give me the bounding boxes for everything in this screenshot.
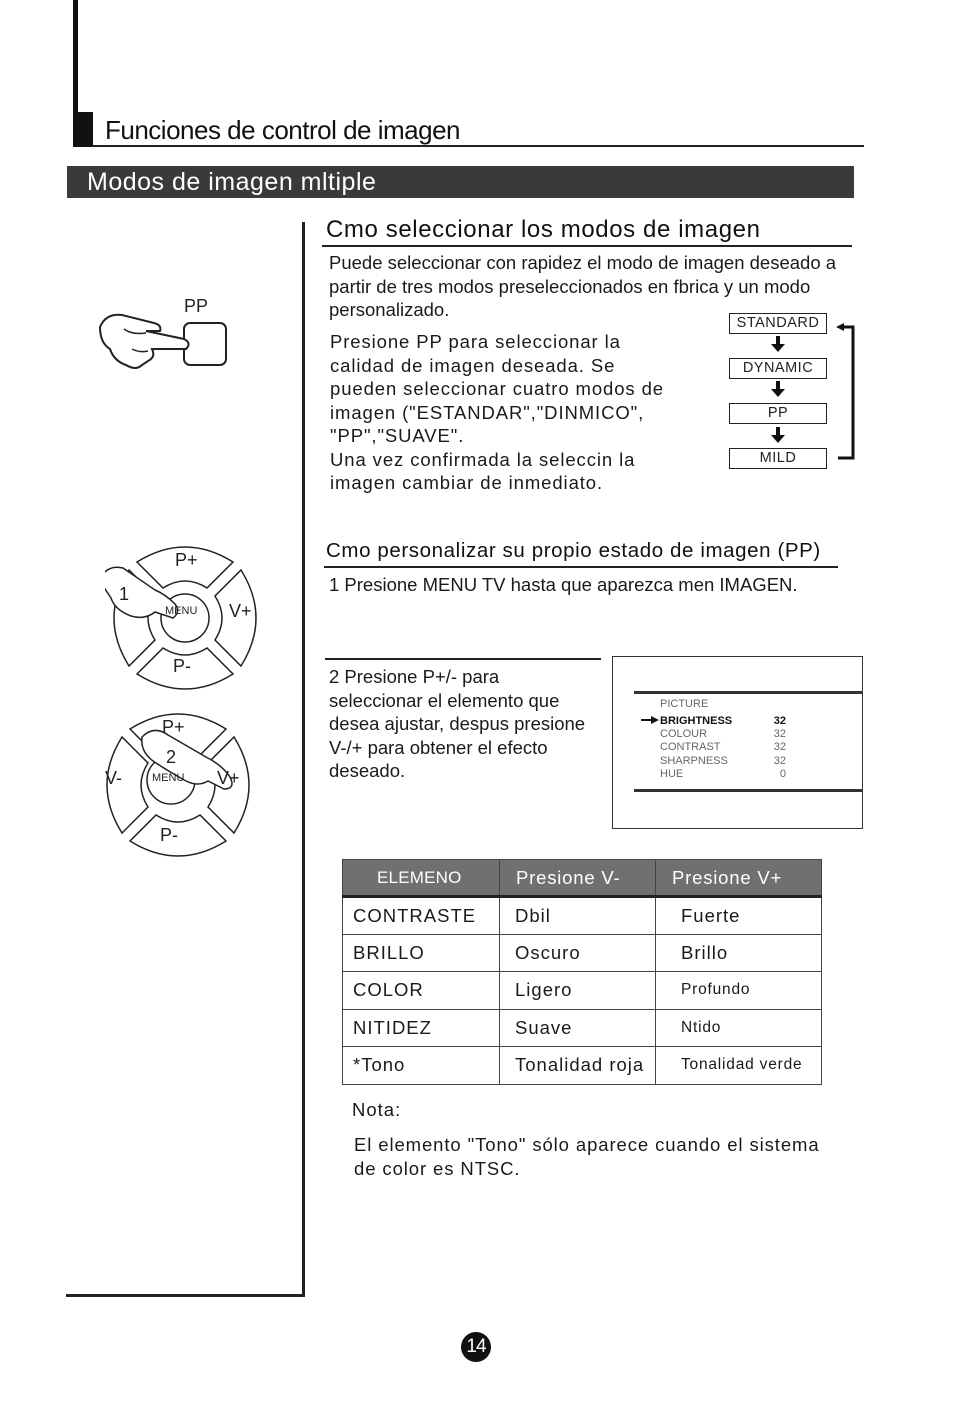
table-cell: CONTRASTE: [343, 897, 500, 935]
bottom-rule: [66, 1294, 305, 1297]
menu-item-hue: [660, 768, 790, 781]
menu-item-label: HUE: [660, 768, 684, 780]
menu-item-colour: [660, 728, 790, 741]
table-cell: Suave: [500, 1009, 656, 1047]
table-row: [343, 897, 822, 935]
menu-item-value: 32: [773, 728, 786, 740]
customize-rule: [324, 566, 838, 568]
menu-item-contrast: [660, 741, 790, 754]
table-header: Presione V-: [500, 860, 656, 897]
step2-number: 2: [166, 747, 177, 767]
adjustment-table: [342, 859, 822, 1085]
table-cell: Oscuro: [500, 934, 656, 972]
page-number: 14: [461, 1332, 491, 1362]
arrow-down-icon: [768, 334, 788, 354]
p-minus-label: P-: [173, 656, 191, 676]
mode-box-pp: PP: [729, 403, 827, 424]
menu-label: MENU: [152, 772, 185, 784]
menu-bottom-rule: [634, 789, 862, 792]
table-cell: Ligero: [500, 972, 656, 1010]
pp-hand-press-icon: [96, 307, 236, 377]
menu-item-label: CONTRAST: [660, 741, 721, 753]
remote-pad-step1: [105, 538, 265, 698]
step2-rule: [325, 658, 601, 660]
table-cell: NITIDEZ: [343, 1009, 500, 1047]
menu-top-rule: [634, 691, 862, 694]
menu-item-label: COLOUR: [660, 728, 708, 740]
mode-box-mild: MILD: [729, 448, 827, 469]
table-header: ELEMENO: [343, 860, 500, 897]
menu-item-value: 32: [773, 715, 786, 727]
p-plus-label: P+: [162, 717, 185, 737]
page-title: Funciones de control de imagen: [105, 115, 461, 145]
table-cell: Tonalidad verde: [656, 1047, 822, 1085]
note-text: El elemento "Tono" sólo aparece cuando el sistema de color es NTSC.: [354, 1134, 820, 1179]
table-row: [343, 972, 822, 1010]
arrow-down-icon: [768, 425, 788, 445]
table-cell: Tonalidad roja: [500, 1047, 656, 1085]
table-cell: COLOR: [343, 972, 500, 1010]
v-minus-label: V-: [105, 768, 123, 788]
v-plus-label: V+: [229, 601, 252, 621]
table-row: [343, 934, 822, 972]
remote-pad-step2: [98, 705, 258, 865]
menu-item-brightness: [660, 715, 790, 728]
loop-back-arrow-icon: [836, 323, 856, 462]
menu-item-label: SHARPNESS: [660, 755, 728, 767]
v-plus-label: V+: [217, 768, 240, 788]
mode-box-dynamic: DYNAMIC: [729, 358, 827, 379]
table-cell: Dbil: [500, 897, 656, 935]
table-cell: *Tono: [343, 1047, 500, 1085]
table-cell: Profundo: [656, 972, 822, 1010]
note-label: Nota:: [352, 1099, 402, 1120]
table-header: Presione V+: [656, 860, 822, 897]
customize-step1: 1 Presione MENU TV hasta que aparezca men IMAGEN.: [329, 574, 798, 595]
picture-menu-title: PICTURE: [660, 698, 709, 710]
table-row: [343, 1047, 822, 1085]
table-cell: BRILLO: [343, 934, 500, 972]
p-plus-label: P+: [175, 550, 198, 570]
table-cell: Ntido: [656, 1009, 822, 1047]
menu-item-value: 32: [773, 741, 786, 753]
table-cell: Fuerte: [656, 897, 822, 935]
menu-item-value: 0: [779, 768, 786, 780]
menu-item-sharpness: [660, 755, 790, 768]
customize-step2: 2 Presione P+/- para seleccionar el elemento que desea ajustar, despus presione V-/+ para obtener el efecto deseado.: [329, 666, 586, 781]
pp-button-label: PP: [184, 296, 209, 316]
column-divider: [302, 222, 305, 1297]
header-marker-block: [73, 112, 93, 147]
step1-number: 1: [119, 584, 130, 604]
select-modes-rule: [322, 245, 852, 247]
table-row: [343, 1009, 822, 1047]
customize-heading: Cmo personalizar su propio estado de imagen (PP): [326, 539, 821, 562]
table-cell: Brillo: [656, 934, 822, 972]
select-modes-heading: Cmo seleccionar los modos de imagen: [326, 216, 761, 243]
menu-label: MENU: [165, 605, 198, 617]
mode-box-standard: STANDARD: [729, 313, 827, 334]
select-modes-intro: Puede seleccionar con rapidez el modo de imagen deseado a partir de tres modos preseleccionados en fbrica y un modo personalizado.: [329, 252, 837, 320]
select-modes-instructions: Presione PP para seleccionar la calidad de imagen deseada. Se pueden seleccionar cuatro modos de imagen ("ESTANDAR","DINMICO", "PP","SUAVE". Una vez confirmada la seleccin la imagen cambiar de inmediato.: [330, 331, 664, 493]
menu-item-value: 32: [773, 755, 786, 767]
arrow-down-icon: [768, 379, 788, 399]
selection-arrow-icon: [641, 716, 659, 724]
section-title: Modos de imagen mltiple: [87, 168, 377, 196]
section-banner: [67, 166, 854, 198]
header-rule: [93, 145, 864, 147]
p-minus-label: P-: [160, 825, 178, 845]
table-header-row: [343, 860, 822, 897]
menu-item-label: BRIGHTNESS: [660, 715, 733, 727]
